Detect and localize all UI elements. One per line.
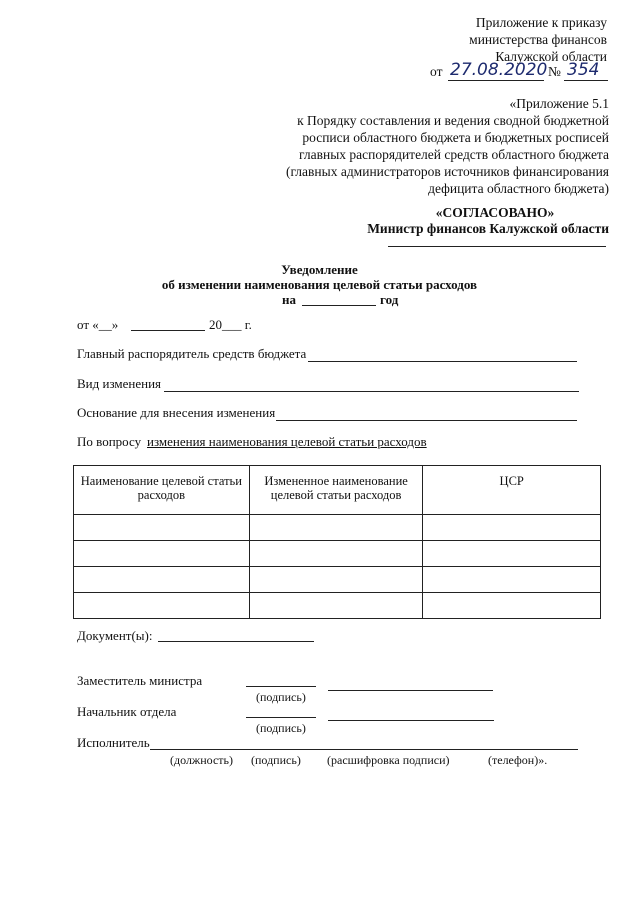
question-label: По вопросу <box>77 434 142 449</box>
table-cell[interactable] <box>74 567 250 593</box>
table-header-row <box>74 466 601 515</box>
table-cell[interactable] <box>74 593 250 619</box>
form-date-year: 20___ г. <box>209 317 252 332</box>
basis-field[interactable] <box>276 420 577 421</box>
table-cell[interactable] <box>249 541 423 567</box>
main-manager-field[interactable] <box>308 361 577 362</box>
table-cell[interactable] <box>423 515 601 541</box>
notice-year-blank <box>302 305 376 306</box>
table-cell[interactable] <box>249 567 423 593</box>
table-cell[interactable] <box>74 515 250 541</box>
main-manager-label: Главный распорядитель средств бюджета <box>77 346 307 361</box>
deputy-name-line[interactable] <box>328 690 493 691</box>
order-date-underline <box>448 80 544 81</box>
table-row <box>74 593 601 619</box>
documents-label: Документ(ы): <box>77 628 153 643</box>
table-cell[interactable] <box>249 593 423 619</box>
deputy-label: Заместитель министра <box>77 673 203 688</box>
executor-label: Исполнитель <box>77 735 150 750</box>
notice-year-suffix: год <box>380 292 399 307</box>
change-type-field[interactable] <box>164 391 579 392</box>
executor-line[interactable] <box>150 749 578 750</box>
table-row <box>74 567 601 593</box>
deputy-signature-caption: (подпись) <box>256 690 306 704</box>
change-type-label: Вид изменения <box>77 376 162 391</box>
appendix-block <box>229 95 609 197</box>
table-cell[interactable] <box>249 515 423 541</box>
head-name-line[interactable] <box>328 720 494 721</box>
order-header-line-1: Приложение к приказу <box>475 15 607 30</box>
order-number-symbol: № <box>548 64 561 79</box>
order-date-handwritten: 27.08.2020 <box>450 60 548 80</box>
approval-subtitle: Министр финансов Калужской области <box>367 221 609 236</box>
deputy-signature-line[interactable] <box>246 686 316 687</box>
executor-caption-position: (должность) <box>170 753 233 767</box>
question-value: изменения наименования целевой статьи расходов <box>147 434 427 449</box>
appendix-line-4: главных распорядителей средств областного бюджета <box>299 147 609 162</box>
column-header-item-name: Наименование целевой статьи расходов <box>74 466 250 515</box>
documents-field[interactable] <box>158 641 314 642</box>
order-date-line <box>430 60 610 82</box>
executor-caption-decoding: (расшифровка подписи) <box>327 753 450 767</box>
table-cell[interactable] <box>423 567 601 593</box>
notice-year-prefix: на <box>282 292 296 307</box>
notice-title: Уведомление <box>281 262 358 277</box>
executor-caption-phone: (телефон)». <box>488 753 548 767</box>
appendix-line-5: (главных администраторов источников финансирования <box>285 164 609 179</box>
order-number-handwritten: 354 <box>567 60 600 80</box>
notice-subtitle: об изменении наименования целевой статьи расходов <box>161 277 478 292</box>
approval-signature-line <box>388 246 606 247</box>
table-cell[interactable] <box>74 541 250 567</box>
appendix-line-6: дефицита областного бюджета) <box>428 181 609 196</box>
table-row <box>74 515 601 541</box>
form-date-line <box>77 317 277 335</box>
basis-label: Основание для внесения изменения <box>77 405 276 420</box>
head-label: Начальник отдела <box>77 704 177 719</box>
table-cell[interactable] <box>423 541 601 567</box>
column-header-changed-name: Измененное наименование целевой статьи расходов <box>249 466 423 515</box>
executor-caption-signature: (подпись) <box>251 753 301 767</box>
notice-year-line <box>282 292 412 308</box>
order-header-line-3: Калужской области <box>495 49 607 64</box>
order-date-prefix: от <box>430 64 443 79</box>
order-header <box>307 14 607 65</box>
head-signature-caption: (подпись) <box>256 721 306 735</box>
table-row <box>74 541 601 567</box>
order-header-line-2: министерства финансов <box>469 32 607 47</box>
appendix-line-1: «Приложение 5.1 <box>509 96 609 111</box>
order-number-underline <box>564 80 608 81</box>
cost-items-table <box>73 465 601 619</box>
table-cell[interactable] <box>423 593 601 619</box>
form-date-prefix: от «__» <box>77 317 119 332</box>
appendix-line-2: к Порядку составления и ведения сводной бюджетной <box>297 113 609 128</box>
appendix-line-3: росписи областного бюджета и бюджетных росписей <box>302 130 609 145</box>
head-signature-line[interactable] <box>246 717 316 718</box>
column-header-csr: ЦСР <box>423 466 601 515</box>
form-date-month-blank <box>131 330 205 331</box>
approval-title: «СОГЛАСОВАНО» <box>435 205 555 220</box>
